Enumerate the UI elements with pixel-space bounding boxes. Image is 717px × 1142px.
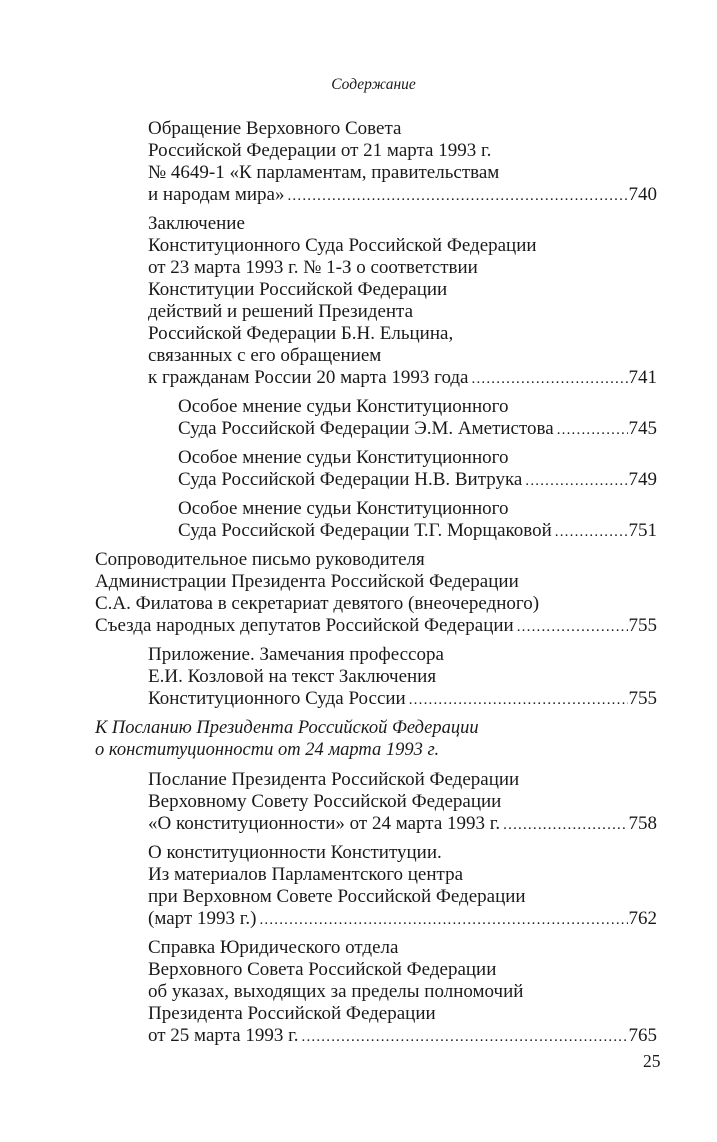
dot-leader [472, 368, 628, 390]
toc-entry-line: Верховному Совету Российской Федерации [148, 791, 502, 812]
toc-entry-last-line [148, 908, 657, 931]
toc-entry[interactable] [178, 396, 717, 441]
toc-entry[interactable] [178, 498, 717, 543]
toc-entry-text: Съезда народных депутатов Российской Федерации [95, 615, 514, 636]
toc-entry-line: Администрации Президента Российской Федерации [95, 571, 519, 592]
toc-page-number[interactable]: 762 [628, 908, 657, 929]
toc-entry-last-line [178, 418, 657, 441]
section-heading [95, 717, 717, 761]
toc-entry-line: Особое мнение судьи Конституционного [178, 447, 509, 468]
toc-entry-line: Особое мнение судьи Конституционного [178, 396, 509, 417]
toc-entry-line: Из материалов Парламентского центра [148, 864, 464, 885]
toc-entry-line: Российской Федерации от 21 марта 1993 г. [148, 140, 492, 161]
toc-entry[interactable] [148, 644, 717, 711]
toc-entry-last-line [178, 520, 657, 543]
table-of-contents [0, 118, 717, 1054]
toc-entry-line: Е.И. Козловой на текст Заключения [148, 666, 437, 687]
toc-entry-last-line [95, 615, 657, 638]
toc-entry-line: Приложение. Замечания профессора [148, 644, 444, 665]
toc-page-number[interactable]: 745 [628, 418, 657, 439]
toc-entry[interactable] [95, 549, 717, 638]
toc-entry-line: Особое мнение судьи Конституционного [178, 498, 509, 519]
toc-page-number[interactable]: 751 [628, 520, 657, 541]
toc-entry-line: Конституционного Суда Российской Федерации [148, 235, 537, 256]
toc-entries [0, 118, 717, 711]
toc-entry-line: действий и решений Президента [148, 301, 414, 322]
toc-entry[interactable] [148, 937, 717, 1048]
toc-entry[interactable] [178, 447, 717, 492]
toc-entry-last-line [148, 688, 657, 711]
toc-page-number[interactable]: 765 [628, 1025, 657, 1046]
dot-leader [287, 185, 627, 207]
toc-entry-line: Верховного Совета Российской Федерации [148, 959, 497, 980]
toc-entry-line: Справка Юридического отдела [148, 937, 399, 958]
toc-entry-text: (март 1993 г.) [148, 908, 257, 929]
toc-entry-text: к гражданам России 20 марта 1993 года [148, 367, 469, 388]
toc-entry-last-line [148, 813, 657, 836]
section-heading-line: К Посланию Президента Российской Федерации [95, 718, 479, 738]
toc-page-number[interactable]: 740 [628, 184, 657, 205]
dot-leader [557, 419, 628, 441]
toc-entry[interactable] [148, 213, 717, 390]
toc-entry-text: и народам мира» [148, 184, 285, 205]
dot-leader [302, 1026, 628, 1048]
toc-entry-last-line [178, 469, 657, 492]
dot-leader [503, 814, 627, 836]
toc-entry[interactable] [148, 769, 717, 836]
toc-entry[interactable] [148, 118, 717, 207]
toc-entry-line: № 4649-1 «К парламентам, правительствам [148, 162, 500, 183]
toc-entry-line: Сопроводительное письмо руководителя [95, 549, 425, 570]
toc-entry-line: от 23 марта 1993 г. № 1-З о соответствии [148, 257, 478, 278]
toc-page-number[interactable]: 755 [628, 615, 657, 636]
dot-leader [517, 616, 628, 638]
toc-entry-text: «О конституционности» от 24 марта 1993 г. [148, 813, 501, 834]
toc-entry-line: об указах, выходящих за пределы полномочий [148, 981, 524, 1002]
dot-leader [555, 521, 628, 543]
toc-entry-line: Конституции Российской Федерации [148, 279, 448, 300]
toc-entry-last-line [148, 184, 657, 207]
toc-entry-line: Послание Президента Российской Федерации [148, 769, 520, 790]
toc-page-number[interactable]: 758 [628, 813, 657, 834]
toc-section-entries [0, 769, 717, 1048]
section-heading-line: о конституционности от 24 марта 1993 г. [95, 740, 440, 760]
toc-entry-text: от 25 марта 1993 г. [148, 1025, 299, 1046]
toc-entry-line: Российской Федерации Б.Н. Ельцина, [148, 323, 454, 344]
toc-entry-line: Заключение [148, 213, 245, 234]
toc-entry-last-line [148, 367, 657, 390]
toc-entry-text: Суда Российской Федерации Э.М. Аметистова [178, 418, 554, 439]
toc-entry-line: С.А. Филатова в секретариат девятого (внеочередного) [95, 593, 540, 614]
toc-entry-text: Суда Российской Федерации Н.В. Витрука [178, 469, 523, 490]
toc-entry-last-line [148, 1025, 657, 1048]
toc-entry-text: Конституционного Суда России [148, 688, 406, 709]
toc-page-number[interactable]: 755 [628, 688, 657, 709]
dot-leader [259, 909, 627, 931]
toc-page-number[interactable]: 741 [628, 367, 657, 388]
page-number: 25 [643, 1051, 661, 1071]
toc-page-number[interactable]: 749 [628, 469, 657, 490]
toc-entry-line: Президента Российской Федерации [148, 1003, 436, 1024]
running-head: Содержание [331, 76, 416, 93]
toc-entry-line: при Верховном Совете Российской Федерации [148, 886, 526, 907]
dot-leader [409, 689, 628, 711]
toc-entry-line: связанных с его обращением [148, 345, 382, 366]
toc-entry-text: Суда Российской Федерации Т.Г. Морщаковой [178, 520, 552, 541]
dot-leader [525, 470, 627, 492]
toc-entry-line: Обращение Верховного Совета [148, 118, 402, 139]
toc-entry-line: О конституционности Конституции. [148, 842, 442, 863]
toc-entry[interactable] [148, 842, 717, 931]
